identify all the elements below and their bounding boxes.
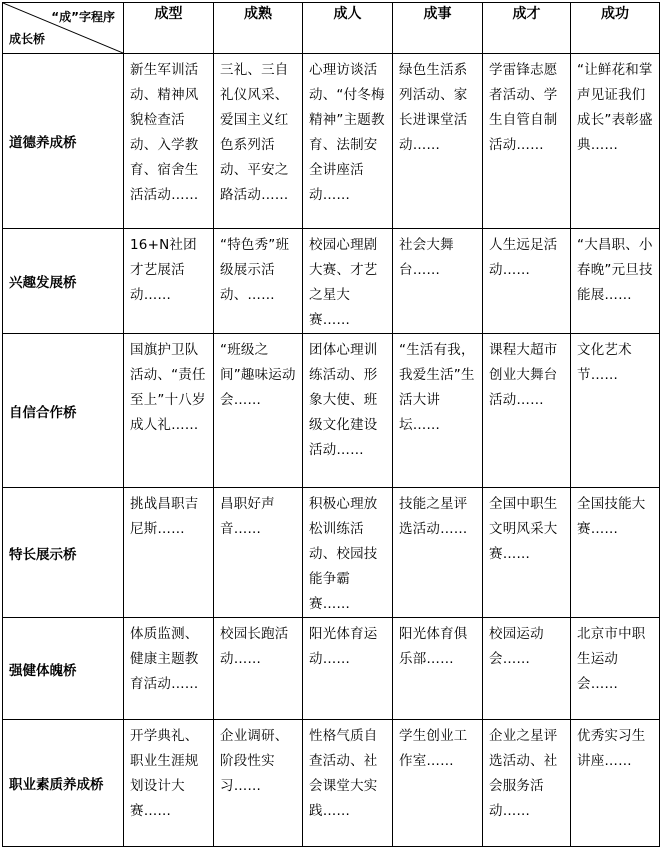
table-cell: 积极心理放松训练活动、校园技能争霸赛…… [303, 488, 393, 618]
table-cell: 校园心理剧大赛、才艺之星大赛…… [303, 229, 393, 334]
corner-top-label: “成”字程序 [51, 10, 115, 24]
col-header: 成功 [571, 3, 660, 54]
table-cell: 企业之星评选活动、社会服务活动…… [483, 720, 571, 847]
table-cell: 企业调研、阶段性实习…… [214, 720, 303, 847]
table-cell: 优秀实习生讲座…… [571, 720, 660, 847]
corner-bottom-label: 成长桥 [9, 32, 46, 46]
table-cell: 16+N社团才艺展活动…… [124, 229, 214, 334]
table-cell: 全国中职生文明风采大赛…… [483, 488, 571, 618]
activity-table [2, 2, 660, 847]
header-row [3, 3, 660, 54]
table-cell: 昌职好声音…… [214, 488, 303, 618]
row-label: 强健体魄桥 [3, 618, 124, 720]
row-label: 道德养成桥 [3, 54, 124, 229]
table-cell: 人生远足活动…… [483, 229, 571, 334]
table-cell: 三礼、三自礼仪风采、爱国主义红色系列活动、平安之路活动…… [214, 54, 303, 229]
col-header: 成型 [124, 3, 214, 54]
col-header: 成人 [303, 3, 393, 54]
table-cell: 新生军训活动、精神风貌检查活动、入学教育、宿舍生活活动…… [124, 54, 214, 229]
table-cell: 挑战昌职吉尼斯…… [124, 488, 214, 618]
table-row [3, 334, 660, 488]
table-cell: 全国技能大赛…… [571, 488, 660, 618]
table-cell: “让鲜花和掌声见证我们成长”表彰盛典…… [571, 54, 660, 229]
table-cell: 阳光体育俱乐部…… [393, 618, 483, 720]
table-cell: 课程大超市创业大舞台活动…… [483, 334, 571, 488]
table-cell: 绿色生活系列活动、家长进课堂活动…… [393, 54, 483, 229]
table-row [3, 488, 660, 618]
table-cell: 北京市中职生运动会…… [571, 618, 660, 720]
table-cell: 阳光体育运动…… [303, 618, 393, 720]
table-row [3, 618, 660, 720]
table-cell: 团体心理训练活动、形象大使、班级文化建设活动…… [303, 334, 393, 488]
table-cell: 学生创业工作室…… [393, 720, 483, 847]
table-cell: 心理访谈活动、“付冬梅精神”主题教育、法制安全讲座活动…… [303, 54, 393, 229]
row-label: 自信合作桥 [3, 334, 124, 488]
row-label: 职业素质养成桥 [3, 720, 124, 847]
table-cell: “班级之间”趣味运动会…… [214, 334, 303, 488]
table-cell: “大昌职、小春晚”元旦技能展…… [571, 229, 660, 334]
table-cell: “特色秀”班级展示活动、…… [214, 229, 303, 334]
table-cell: 国旗护卫队活动、“责任至上”十八岁成人礼…… [124, 334, 214, 488]
col-header: 成熟 [214, 3, 303, 54]
table-cell: “生活有我，我爱生活”生活大讲坛…… [393, 334, 483, 488]
col-header: 成事 [393, 3, 483, 54]
row-label: 兴趣发展桥 [3, 229, 124, 334]
table-cell: 体质监测、健康主题教育活动…… [124, 618, 214, 720]
table-cell: 社会大舞台…… [393, 229, 483, 334]
table-cell: 技能之星评选活动…… [393, 488, 483, 618]
table-row [3, 229, 660, 334]
table-cell: 开学典礼、职业生涯规划设计大赛…… [124, 720, 214, 847]
corner-cell [3, 3, 124, 54]
table-cell: 文化艺术节…… [571, 334, 660, 488]
table-row [3, 720, 660, 847]
table-cell: 校园运动会…… [483, 618, 571, 720]
row-label: 特长展示桥 [3, 488, 124, 618]
col-header: 成才 [483, 3, 571, 54]
table-cell: 学雷锋志愿者活动、学生自管自制活动…… [483, 54, 571, 229]
table-row [3, 54, 660, 229]
table-cell: 校园长跑活动…… [214, 618, 303, 720]
table-cell: 性格气质自查活动、社会课堂大实践…… [303, 720, 393, 847]
